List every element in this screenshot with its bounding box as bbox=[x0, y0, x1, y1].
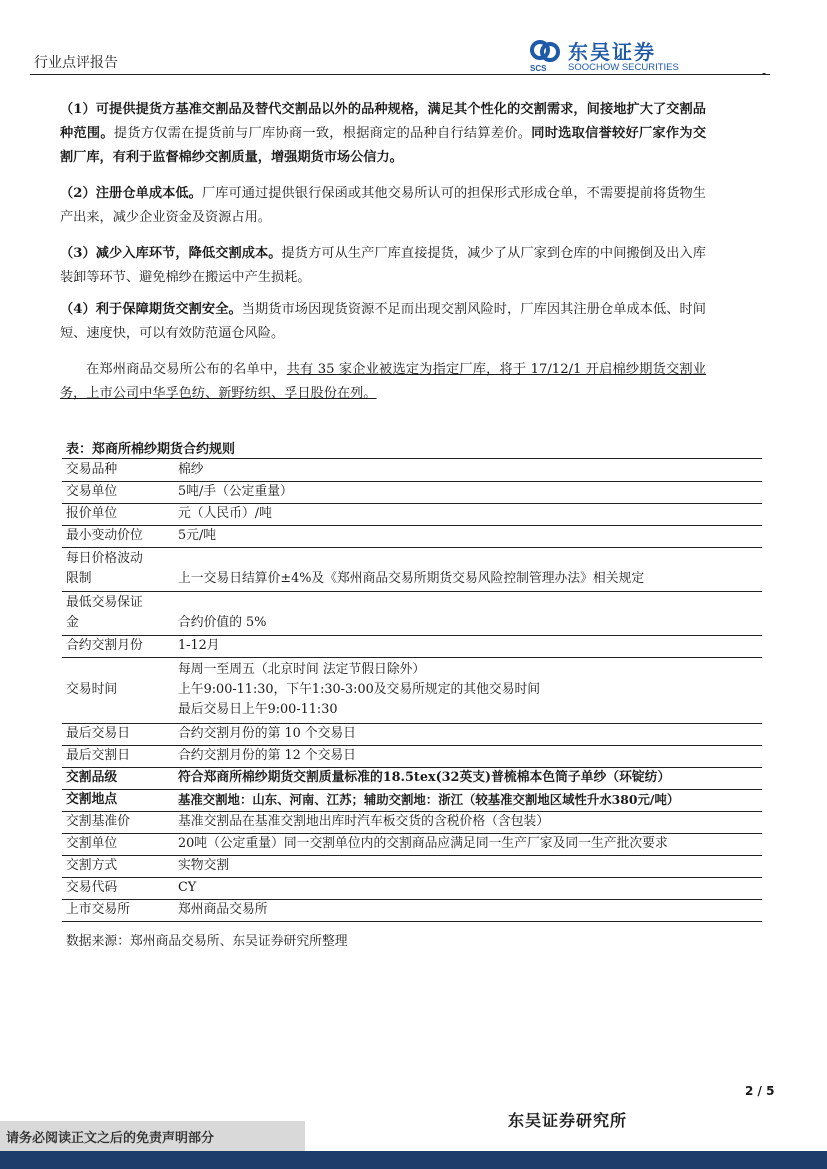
paragraph-5 bbox=[60, 358, 706, 406]
paragraph-4 bbox=[60, 298, 706, 346]
p1-bold-lead: （1）可提供提货方基准交割品及替代交割品以外的品种规格，满足其个性化的交割需求，间接地扩大了交割品种范围。 bbox=[60, 102, 706, 141]
table-title: 表：郑商所棉纱期货合约规则 bbox=[66, 442, 236, 457]
p5-underlined: 共有 35 家企业被选定为指定厂库，将于 17/12/1 开启棉纱期货交割业务，上市公司中华孚色纺、新野纺织、孚日股份在列。 bbox=[60, 362, 706, 401]
p4-bold-lead: （4）利于保障期货交割安全。 bbox=[60, 302, 242, 317]
row-key: 交割单位 bbox=[62, 833, 174, 855]
row-key: 交割品级 bbox=[62, 767, 174, 789]
header-mark: - bbox=[762, 66, 767, 80]
row-key: 交易时间 bbox=[62, 657, 174, 723]
p3-text: 提货方可从生产厂库直接提货，减少了从厂家到仓库的中间搬倒及出入库装卸等环节、避免棉纱在搬运中产生损耗。 bbox=[60, 246, 706, 285]
table-row bbox=[62, 723, 762, 745]
p2-text: 厂库可通过提供银行保函或其他交易所认可的担保形式形成仓单，不需要提前将货物生产出来，减少企业资金及资源占用。 bbox=[60, 186, 706, 225]
row-key-line: 最低交易保证 bbox=[66, 595, 143, 610]
row-value: 基准交割地：山东、河南、江苏；辅助交割地：浙江（较基准交割地区域性升水380元/吨） bbox=[174, 789, 762, 811]
row-value: 棉纱 bbox=[174, 459, 762, 481]
row-value: 5吨/手（公定重量） bbox=[174, 481, 762, 503]
row-key-line: 每日价格波动 bbox=[66, 551, 143, 566]
p1-bold-tail: 同时选取信誉较好厂家作为交割厂库，有利于监督棉纱交割质量，增强期货市场公信力。 bbox=[60, 126, 707, 165]
table-row bbox=[62, 503, 762, 525]
table-row bbox=[62, 591, 762, 635]
table-row bbox=[62, 525, 762, 547]
table-row bbox=[62, 657, 762, 723]
table-row bbox=[62, 767, 762, 789]
contract-rules-table bbox=[62, 459, 762, 922]
table-row bbox=[62, 459, 762, 481]
row-value: 元（人民币）/吨 bbox=[174, 503, 762, 525]
p1-text: 提货方仅需在提货前与厂库协商一致，根据商定的品种自行结算差价。 bbox=[113, 126, 532, 141]
p4-text: 当期货市场因现货资源不足而出现交割风险时，厂库因其注册仓单成本低、时间短、速度快，可以有效防范逼仓风险。 bbox=[60, 302, 706, 341]
footer-bar bbox=[0, 1151, 827, 1169]
table-row bbox=[62, 789, 762, 811]
paragraph-2 bbox=[60, 182, 706, 230]
row-key: 交易品种 bbox=[62, 459, 174, 481]
page-number: 2 / 5 bbox=[745, 1084, 775, 1098]
row-value: 20吨（公定重量）同一交割单位内的交割商品应满足同一生产厂家及同一生产批次要求 bbox=[174, 833, 762, 855]
table-row bbox=[62, 745, 762, 767]
row-value: 5元/吨 bbox=[174, 525, 762, 547]
row-key bbox=[62, 547, 174, 591]
paragraph-3 bbox=[60, 242, 706, 290]
row-key-line: 金 bbox=[66, 615, 79, 630]
logo-mark-icon bbox=[528, 38, 562, 72]
row-value: 合约交割月份的第 10 个交易日 bbox=[174, 723, 762, 745]
table-source-note: 数据来源：郑州商品交易所、东吴证券研究所整理 bbox=[66, 934, 348, 949]
disclaimer-notice: 请务必阅读正文之后的免责声明部分 bbox=[6, 1131, 215, 1146]
trading-time-line: 上午9:00-11:30，下午1:30-3:00及交易所规定的其他交易时间 bbox=[178, 682, 541, 697]
row-key: 报价单位 bbox=[62, 503, 174, 525]
row-key: 合约交割月份 bbox=[62, 635, 174, 657]
table-row bbox=[62, 635, 762, 657]
row-key: 交易单位 bbox=[62, 481, 174, 503]
trading-time-line: 每周一至周五（北京时间 法定节假日除外） bbox=[178, 662, 426, 677]
report-type-label: 行业点评报告 bbox=[34, 55, 118, 71]
table-row bbox=[62, 833, 762, 855]
row-value: 1-12月 bbox=[174, 635, 762, 657]
row-key: 最后交割日 bbox=[62, 745, 174, 767]
row-key bbox=[62, 591, 174, 635]
logo-cn-text: 东吴证券 bbox=[568, 40, 656, 64]
brand-logo bbox=[528, 38, 728, 74]
table-row bbox=[62, 877, 762, 899]
p3-bold-lead: （3）减少入库环节，降低交割成本。 bbox=[60, 246, 282, 261]
logo-mark-text: SCS bbox=[530, 64, 547, 72]
row-value: 合约交割月份的第 12 个交易日 bbox=[174, 745, 762, 767]
row-key: 交割基准价 bbox=[62, 811, 174, 833]
row-value: 合约价值的 5% bbox=[174, 591, 762, 635]
row-value bbox=[174, 657, 762, 723]
table-row bbox=[62, 481, 762, 503]
row-key: 交易代码 bbox=[62, 877, 174, 899]
row-key-line: 限制 bbox=[66, 571, 92, 586]
row-value: 基准交割品在基准交割地出库时汽车板交货的含税价格（含包装） bbox=[174, 811, 762, 833]
header-divider bbox=[30, 74, 770, 75]
logo-en-text: SOOCHOW SECURITIES bbox=[568, 62, 679, 73]
row-key: 最后交易日 bbox=[62, 723, 174, 745]
table-row bbox=[62, 547, 762, 591]
trading-time-line: 最后交易日上午9:00-11:30 bbox=[178, 702, 338, 717]
row-value: 实物交割 bbox=[174, 855, 762, 877]
row-value: 上一交易日结算价±4%及《郑州商品交易所期货交易风险控制管理办法》相关规定 bbox=[174, 547, 762, 591]
row-key: 最小变动价位 bbox=[62, 525, 174, 547]
footer-institute: 东吴证券研究所 bbox=[508, 1111, 628, 1130]
row-key: 交割地点 bbox=[62, 789, 174, 811]
row-value: CY bbox=[174, 877, 762, 899]
table-row bbox=[62, 855, 762, 877]
row-value: 郑州商品交易所 bbox=[174, 899, 762, 921]
p2-bold-lead: （2）注册仓单成本低。 bbox=[60, 186, 202, 201]
table-row bbox=[62, 899, 762, 921]
row-key: 交割方式 bbox=[62, 855, 174, 877]
table-row bbox=[62, 811, 762, 833]
paragraph-1 bbox=[60, 98, 706, 170]
p5-text: 在郑州商品交易所公布的名单中， bbox=[86, 362, 287, 377]
row-key: 上市交易所 bbox=[62, 899, 174, 921]
row-value: 符合郑商所棉纱期货交割质量标准的18.5tex(32英支)普梳棉本色筒子单纱（环锭纺） bbox=[174, 767, 762, 789]
